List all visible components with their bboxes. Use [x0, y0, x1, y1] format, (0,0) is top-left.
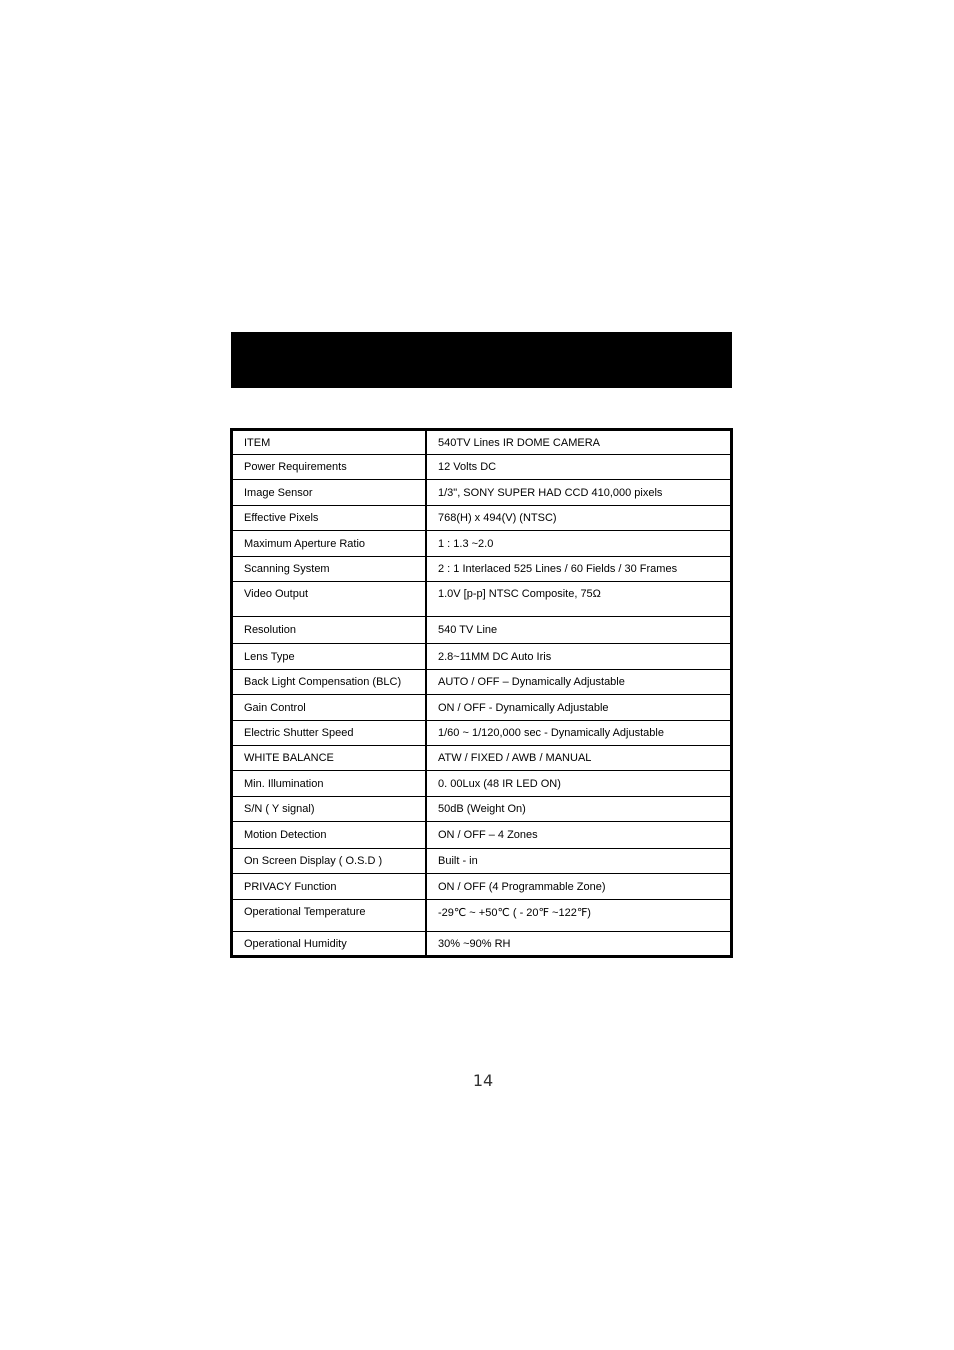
specifications-table [230, 428, 733, 958]
table-row [232, 721, 732, 746]
spec-label: Lens Type [232, 644, 427, 670]
spec-label: ITEM [232, 430, 427, 455]
spec-value: 2 : 1 Interlaced 525 Lines / 60 Fields / 30 Frames [426, 557, 732, 582]
spec-label: On Screen Display ( O.S.D ) [232, 849, 427, 874]
spec-label: Power Requirements [232, 455, 427, 480]
spec-label: Maximum Aperture Ratio [232, 531, 427, 557]
table-row [232, 771, 732, 797]
table-row [232, 670, 732, 695]
table-row [232, 695, 732, 721]
spec-value: 12 Volts DC [426, 455, 732, 480]
spec-value: 1/60 ~ 1/120,000 sec - Dynamically Adjustable [426, 721, 732, 746]
spec-label: PRIVACY Function [232, 874, 427, 900]
spec-label: Gain Control [232, 695, 427, 721]
table-row [232, 506, 732, 531]
table-row [232, 644, 732, 670]
section-title-bar [231, 332, 732, 388]
spec-value: 540TV Lines IR DOME CAMERA [426, 430, 732, 455]
table-row [232, 430, 732, 455]
spec-label: S/N ( Y signal) [232, 797, 427, 822]
spec-label: Scanning System [232, 557, 427, 582]
spec-value: ON / OFF (4 Programmable Zone) [426, 874, 732, 900]
table-row [232, 874, 732, 900]
spec-value: 2.8~11MM DC Auto Iris [426, 644, 732, 670]
table-row [232, 746, 732, 771]
spec-value: 50dB (Weight On) [426, 797, 732, 822]
spec-value: AUTO / OFF – Dynamically Adjustable [426, 670, 732, 695]
spec-label: Image Sensor [232, 480, 427, 506]
spec-value: ON / OFF - Dynamically Adjustable [426, 695, 732, 721]
table-row [232, 531, 732, 557]
spec-value: 768(H) x 494(V) (NTSC) [426, 506, 732, 531]
spec-value: 1 : 1.3 ~2.0 [426, 531, 732, 557]
table-row [232, 557, 732, 582]
spec-value: ATW / FIXED / AWB / MANUAL [426, 746, 732, 771]
spec-value: 1.0V [p-p] NTSC Composite, 75Ω [426, 582, 732, 617]
spec-label: Operational Temperature [232, 900, 427, 932]
table-row [232, 617, 732, 644]
spec-value: 540 TV Line [426, 617, 732, 644]
spec-value: ON / OFF – 4 Zones [426, 822, 732, 849]
page-number: 14 [472, 1071, 494, 1090]
table-row [232, 455, 732, 480]
table-row [232, 480, 732, 506]
spec-value: 30% ~90% RH [426, 932, 732, 957]
spec-label: Back Light Compensation (BLC) [232, 670, 427, 695]
spec-label: Min. Illumination [232, 771, 427, 797]
table-row [232, 932, 732, 957]
spec-label: Video Output [232, 582, 427, 617]
spec-label: Resolution [232, 617, 427, 644]
spec-label: Operational Humidity [232, 932, 427, 957]
spec-label: WHITE BALANCE [232, 746, 427, 771]
spec-value: -29℃ ~ +50℃ ( - 20℉ ~122℉) [426, 900, 732, 932]
table-row [232, 582, 732, 617]
spec-value: Built - in [426, 849, 732, 874]
spec-label: Electric Shutter Speed [232, 721, 427, 746]
table-row [232, 822, 732, 849]
spec-value: 1/3", SONY SUPER HAD CCD 410,000 pixels [426, 480, 732, 506]
table-row [232, 797, 732, 822]
spec-value: 0. 00Lux (48 IR LED ON) [426, 771, 732, 797]
table-row [232, 900, 732, 932]
spec-label: Motion Detection [232, 822, 427, 849]
spec-label: Effective Pixels [232, 506, 427, 531]
table-row [232, 849, 732, 874]
